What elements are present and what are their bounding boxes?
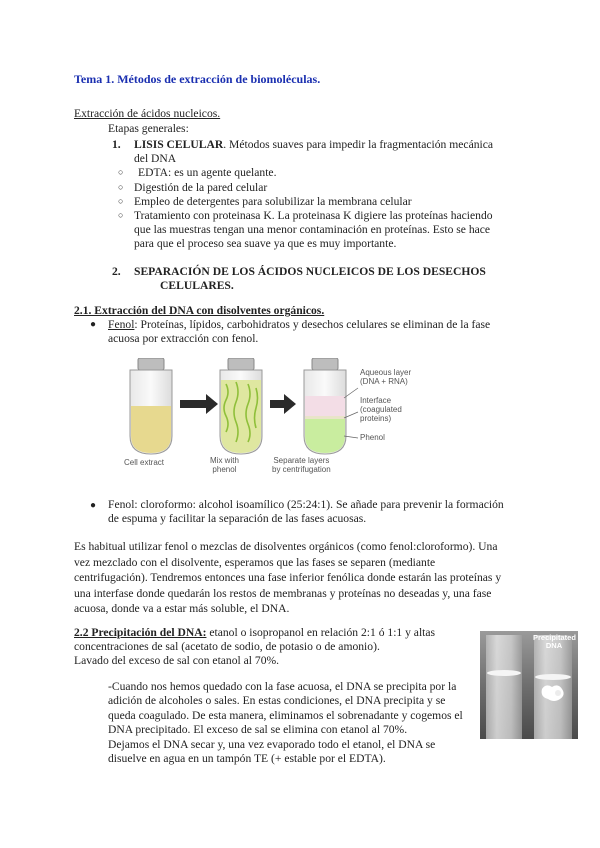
disc-bullet-icon: ● — [90, 500, 97, 511]
photo-label — [533, 634, 575, 650]
circle-bullet-icon: ○ — [118, 196, 124, 206]
block-line: queda coagulado. De esta manera, eliminamos el sobrenadante y cogemos el — [108, 708, 463, 722]
fenol-text1: : Proteínas, lípidos, carbohidratos y desechos celulares se eliminan de la fase — [134, 318, 491, 331]
step1-bold: LISIS CELULAR — [134, 138, 224, 151]
fig-label-int2: (coagulated — [360, 405, 402, 414]
fig-label-int1: Interface — [360, 396, 392, 405]
fig-label-mix — [210, 456, 239, 474]
step1-sub4: Tratamiento con proteinasa K. La proteinasa K digiere las proteínas haciendo — [134, 209, 493, 222]
fig-label-mix2: phenol — [212, 465, 237, 474]
sec21-heading: 2.1. Extracción del DNA con disolventes orgánicos. — [74, 304, 325, 317]
tube-separated — [304, 358, 358, 454]
sec22-line3: Lavado del exceso de sal con etanol al 70%. — [74, 654, 280, 667]
fig-label-aq1: Aqueous layer — [360, 368, 412, 377]
sec22-text1: etanol o isopropanol en relación 2:1 ó 1:1 y altas — [206, 626, 436, 639]
fenol2-line2: de espuma y facilitar la separación de las fases acuosas. — [108, 512, 367, 525]
block-line: disuelve en agua en un tampón TE (+ estable por el EDTA). — [108, 752, 386, 766]
fig-label-mix1: Mix with — [210, 456, 239, 465]
fenol-label: Fenol — [108, 318, 135, 331]
fig-label-sep1: Separate layers — [273, 456, 330, 465]
fenol-text2: acuosa por extracción con fenol. — [108, 332, 259, 345]
paragraph-line: vez mezclado con el disolvente, esperamos que las fases se separen (mediante — [74, 555, 436, 569]
fig-label-int3: proteins) — [360, 414, 392, 423]
page-title: Tema 1. Métodos de extracción de biomoléculas. — [74, 72, 321, 86]
step1-number: 1. — [112, 138, 121, 151]
step1-text — [134, 138, 554, 151]
sec22-heading: 2.2 Precipitación del DNA: — [74, 626, 207, 639]
step1-text2: del DNA — [134, 152, 177, 165]
tube-cell-extract — [130, 358, 172, 454]
fig-label-cell: Cell extract — [124, 458, 165, 467]
sec22-line2: concentraciones de sal (acetato de sodio, de potasio o de amonio). — [74, 640, 380, 653]
block-line: DNA precipitado. El exceso de sal se elimina con etanol al 70%. — [108, 723, 408, 737]
block-line: -Cuando nos hemos quedado con la fase acuosa, el DNA se precipita por la — [108, 680, 457, 693]
fig-label-sep — [272, 456, 331, 474]
step2-line2: CELULARES. — [160, 279, 234, 292]
step1-sub4-line2: que las muestras tengan una menor contaminación en proteínas. Esto se hace — [134, 223, 491, 236]
paragraph-line: Es habitual utilizar fenol o mezclas de disolventes orgánicos (como fenol:cloroformo). Una — [74, 540, 498, 553]
circle-bullet-icon: ○ — [118, 182, 124, 192]
fenol2-line1: Fenol: cloroformo: alcohol isoamílico (25:24:1). Se añade para prevenir la formación — [108, 498, 504, 511]
paragraph-line: centrifugación). Tendremos entonces una fase inferior fenólica donde estarán las proteínas y — [74, 571, 502, 584]
paragraph-line: una interfase donde quedarán los restos de membranas y proteínas no deseadas y, una fase — [74, 586, 492, 600]
arrow-icon — [180, 394, 218, 414]
block-line: adición de alcoholes o sales. En estas condiciones, el DNA precipita y se — [108, 694, 446, 708]
fig-label-phenol: Phenol — [360, 433, 385, 442]
circle-bullet-icon: ○ — [118, 167, 124, 177]
etapas-label: Etapas generales: — [108, 122, 189, 135]
step2-line1: SEPARACIÓN DE LOS ÁCIDOS NUCLEICOS DE LOS DESECHOS — [134, 265, 486, 278]
fig-label-interface — [360, 396, 402, 423]
section-heading: Extracción de ácidos nucleicos. — [74, 107, 221, 120]
step1-sub4-line3: para que el proceso sea suave ya que es muy importante. — [134, 237, 397, 250]
fig-label-aqueous — [360, 368, 411, 386]
circle-bullet-icon: ○ — [118, 210, 124, 220]
fig-label-sep2: by centrifugation — [272, 465, 331, 474]
precipitation-block — [108, 680, 463, 766]
step1-sub1: EDTA: es un agente quelante. — [138, 166, 277, 179]
fig-label-aq2: (DNA + RNA) — [360, 377, 408, 386]
step1-text1: . Métodos suaves para impedir la fragmentación mecánica — [223, 138, 494, 151]
step1-sub3: Empleo de detergentes para solubilizar la membrana celular — [134, 195, 412, 208]
photo-label2: DNA — [545, 641, 563, 650]
extraction-paragraph — [74, 539, 554, 617]
block-line: Dejamos el DNA secar y, una vez evaporado todo el etanol, el DNA se — [108, 737, 436, 751]
tube-mix-phenol — [220, 358, 262, 454]
disc-bullet-icon: ● — [90, 319, 97, 330]
step1-sub2: Digestión de la pared celular — [134, 181, 268, 194]
step2-number: 2. — [112, 265, 121, 278]
photo-label1: Precipitated — [533, 633, 576, 642]
arrow-icon — [270, 394, 296, 414]
paragraph-line: acuosa, donde va a estar más soluble, el DNA. — [74, 602, 290, 615]
